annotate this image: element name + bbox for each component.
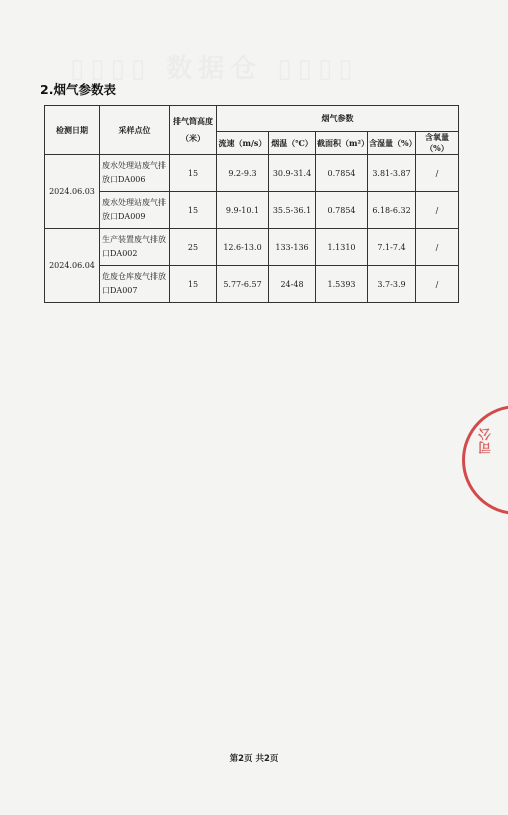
table-row	[45, 266, 459, 303]
cell-humidity: 7.1-7.4	[368, 229, 416, 266]
bleed-through-text: ▯▯▯▯ 数据仓 ▯▯▯▯	[70, 54, 359, 84]
seal-partial-text: 司公	[479, 428, 494, 454]
cell-oxygen: /	[416, 155, 459, 192]
cell-site: 危废仓库废气排放口DA007	[100, 266, 170, 303]
header-height-label: 排气筒高度	[173, 116, 213, 126]
header-height-unit: （米）	[181, 133, 205, 143]
cell-humidity: 3.7-3.9	[368, 266, 416, 303]
header-humidity: 含湿量（%）	[368, 132, 416, 155]
cell-site: 废水处理站废气排放口DA009	[100, 192, 170, 229]
cell-velocity: 5.77-6.57	[217, 266, 269, 303]
cell-area: 0.7854	[316, 192, 368, 229]
cell-temperature: 133-136	[269, 229, 316, 266]
cell-area: 0.7854	[316, 155, 368, 192]
cell-area: 1.5393	[316, 266, 368, 303]
cell-temperature: 24-48	[269, 266, 316, 303]
cell-velocity: 9.2-9.3	[217, 155, 269, 192]
header-site: 采样点位	[100, 106, 170, 155]
cell-site: 废水处理站废气排放口DA006	[100, 155, 170, 192]
page-footer: 第2页 共2页	[229, 754, 279, 764]
cell-height: 15	[170, 266, 217, 303]
table-row	[45, 192, 459, 229]
header-oxygen: 含氧量（%）	[416, 132, 459, 155]
header-flue-gas-group: 烟气参数	[217, 106, 459, 132]
cell-velocity: 9.9-10.1	[217, 192, 269, 229]
cell-oxygen: /	[416, 266, 459, 303]
cell-height: 15	[170, 192, 217, 229]
cell-height: 25	[170, 229, 217, 266]
table-row	[45, 229, 459, 266]
header-temperature: 烟温（℃）	[269, 132, 316, 155]
table-row	[45, 155, 459, 192]
cell-date: 2024.06.03	[45, 155, 100, 229]
cell-oxygen: /	[416, 229, 459, 266]
header-row-1	[45, 106, 459, 132]
cell-temperature: 30.9-31.4	[269, 155, 316, 192]
section-title: 2.烟气参数表	[40, 82, 116, 97]
header-area: 截面积（m²）	[316, 132, 368, 155]
cell-height: 15	[170, 155, 217, 192]
cell-site: 生产装置废气排放口DA002	[100, 229, 170, 266]
header-height	[170, 106, 217, 155]
header-velocity: 流速（m/s）	[217, 132, 269, 155]
cell-oxygen: /	[416, 192, 459, 229]
flue-gas-parameter-table	[44, 105, 459, 303]
cell-velocity: 12.6-13.0	[217, 229, 269, 266]
header-date: 检测日期	[45, 106, 100, 155]
cell-temperature: 35.5-36.1	[269, 192, 316, 229]
cell-area: 1.1310	[316, 229, 368, 266]
cell-date: 2024.06.04	[45, 229, 100, 303]
red-seal-stamp	[462, 405, 508, 515]
cell-humidity: 6.18-6.32	[368, 192, 416, 229]
cell-humidity: 3.81-3.87	[368, 155, 416, 192]
